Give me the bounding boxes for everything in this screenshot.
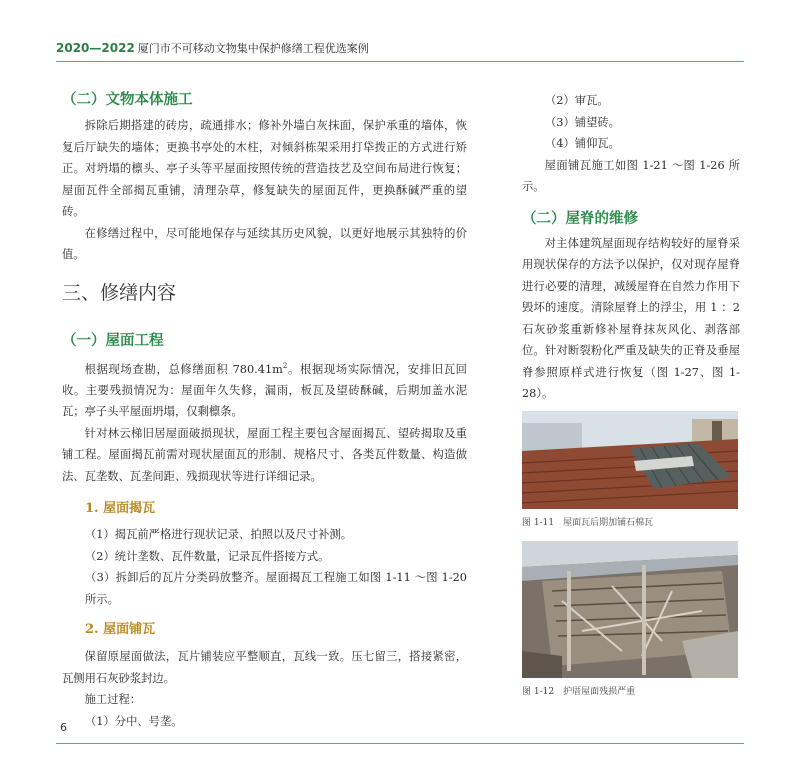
list-item: （1）分中、号垄。: [85, 714, 183, 728]
list-item: （3）拆卸后的瓦片分类码放整齐。屋面揭瓦工程施工如图 1-11 ～图 1-20 所示。: [85, 571, 467, 606]
subsection-heading-tile-laying: 2. 屋面铺瓦: [85, 622, 156, 638]
paragraph: 屋面铺瓦施工如图 1-21 ～图 1-26 所示。: [522, 158, 740, 193]
paragraph: 根据现场查勘，总修缮面积 $780.41m^2$。根据现场实际情况，安排旧瓦回收。主要残损情况为：屋面年久失修，漏雨，板瓦及望砖酥碱，后期加盖水泥瓦；亭子头平屋面坍塌，仅剩檩条。: [62, 361, 467, 419]
section-heading-heritage-construction: （二）文物本体施工: [62, 92, 193, 108]
photo-damaged-roof: [522, 541, 738, 678]
footer-rule: [56, 743, 744, 744]
figure-caption: 图 1-11 屋面瓦后期加铺石棉瓦: [522, 517, 654, 528]
chapter-heading-repair-content: 三、修缮内容: [62, 281, 177, 304]
paragraph: 施工过程：: [84, 693, 142, 707]
header-rule: [56, 61, 744, 62]
header-years: 2020—2022: [56, 41, 135, 55]
paragraph: 针对林云梯旧居屋面破损现状，屋面工程主要包含屋面揭瓦、望砖揭取及重铺工程。屋面揭瓦前需对现状屋面瓦的形制、规格尺寸、各类瓦件数量、构造做法、瓦垄数、瓦垄间距、残损现状等进行详细记录。: [62, 426, 467, 483]
paragraph: 拆除后期搭建的砖房，疏通排水；修补外墙白灰抹面，保护承重的墙体，恢复后厅缺失的墙体；更换书亭处的木柱，对倾斜栋架采用打牮拨正的方式进行矫正。对坍塌的檩头、亭子头等平屋面按照传统的营造技艺及空间布局进行恢复；屋面瓦件全部揭瓦重铺，清理杂草，修复缺失的屋面瓦件，更换酥碱严重的望砖。: [62, 119, 467, 218]
paragraph: 保留原屋面做法，瓦片铺装应平整顺直，瓦线一致。压七留三，搭接紧密，瓦侧用石灰砂浆封边。: [62, 650, 467, 685]
paragraph: 在修缮过程中，尽可能地保存与延续其历史风貌，以更好地展示其独特的价值。: [62, 226, 467, 261]
running-header: [56, 40, 369, 56]
header-title: 厦门市不可移动文物集中保护修缮工程优选案例: [137, 42, 369, 55]
figure-caption: 图 1-12 护厝屋面残损严重: [522, 686, 636, 697]
list-item: （2）统计垄数、瓦件数量，记录瓦件搭接方式。: [85, 549, 330, 563]
list-item: （2）审瓦。: [545, 94, 609, 107]
list-item: （3）铺望砖。: [545, 115, 620, 129]
list-item: （1）揭瓦前严格进行现状记录、拍照以及尺寸补测。: [85, 528, 353, 542]
section-heading-ridge-repair: （二）屋脊的维修: [522, 210, 638, 227]
page-number: 6: [60, 721, 67, 734]
paragraph: 对主体建筑屋面现存结构较好的屋脊采用现状保存的方法予以保护，仅对现存屋脊进行必要的清理，减缓屋脊在自然力作用下毁坏的速度。清除屋脊上的浮尘，用 1 ：2 石灰砂浆重新修补屋脊抹灰风化、剥落部位。针对断裂粉化严重及缺失的正脊及垂屋脊参照原样式进行恢复（图 1-27、图 1-28）。: [522, 236, 740, 400]
left-column: [62, 90, 467, 732]
section-heading-roof-works: （一）屋面工程: [62, 332, 164, 349]
list-item: （4）铺仰瓦。: [545, 137, 620, 150]
photo-roof-asbestos-tiles: [522, 411, 738, 509]
subsection-heading-tile-removal: 1. 屋面揭瓦: [85, 501, 156, 517]
right-column: [522, 90, 740, 698]
